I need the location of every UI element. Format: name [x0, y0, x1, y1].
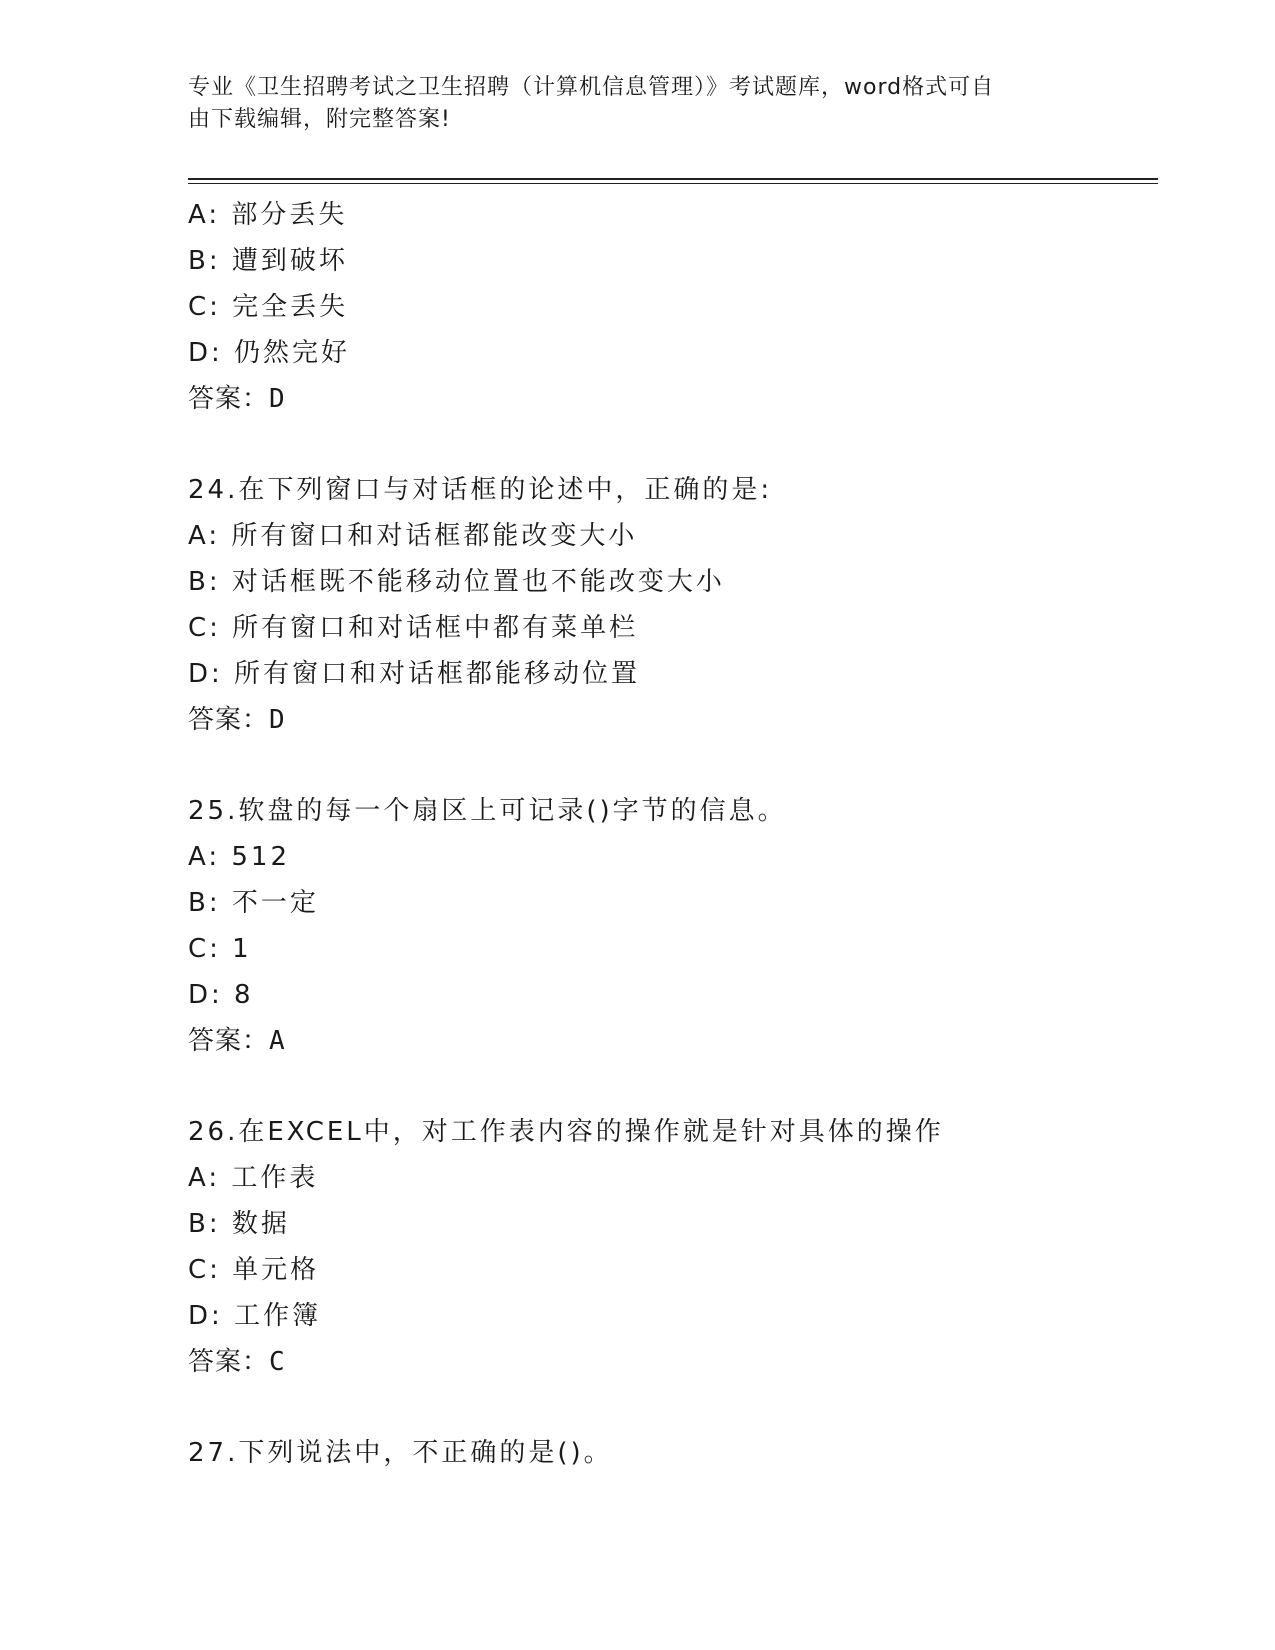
question-block-27	[188, 1430, 1188, 1476]
option-a: A: 所有窗口和对话框都能改变大小	[188, 521, 638, 551]
question-block-24	[188, 467, 1188, 743]
question-text: 27.下列说法中，不正确的是()。	[188, 1438, 613, 1468]
spacer	[188, 1064, 1188, 1109]
option-d: D: 8	[188, 980, 254, 1010]
header-line-2: 由下载编辑，附完整答案!	[188, 107, 451, 132]
option-b: B: 遭到破坏	[188, 246, 348, 276]
answer-line: 答案：D	[188, 384, 286, 414]
option-c: C: 所有窗口和对话框中都有菜单栏	[188, 613, 639, 643]
header-divider-thick	[188, 178, 1158, 180]
question-text: 24.在下列窗口与对话框的论述中，正确的是:	[188, 475, 773, 505]
option-d: D: 工作簿	[188, 1301, 322, 1331]
option-a: A: 工作表	[188, 1163, 319, 1193]
option-b: B: 不一定	[188, 888, 319, 918]
answer-line: 答案：C	[188, 1347, 286, 1377]
spacer	[188, 422, 1188, 467]
header-line-1: 专业《卫生招聘考试之卫生招聘（计算机信息管理）》考试题库，word格式可自	[188, 75, 995, 100]
option-c: C: 1	[188, 934, 252, 964]
option-a: A: 512	[188, 842, 290, 872]
answer-line: 答案：A	[188, 1026, 286, 1056]
question-text: 26.在EXCEL中，对工作表内容的操作就是针对具体的操作	[188, 1117, 944, 1147]
option-a: A: 部分丢失	[188, 200, 348, 230]
header-divider-thin	[188, 183, 1158, 184]
spacer	[188, 743, 1188, 788]
question-block-23	[188, 192, 1188, 422]
document-header	[188, 72, 1088, 136]
question-block-25	[188, 788, 1188, 1064]
option-d: D: 所有窗口和对话框都能移动位置	[188, 659, 641, 689]
option-c: C: 完全丢失	[188, 292, 349, 322]
question-text: 25.软盘的每一个扇区上可记录()字节的信息。	[188, 796, 787, 826]
option-b: B: 对话框既不能移动位置也不能改变大小	[188, 567, 725, 597]
question-block-26	[188, 1109, 1188, 1385]
question-list	[188, 192, 1188, 1476]
option-b: B: 数据	[188, 1209, 290, 1239]
option-c: C: 单元格	[188, 1255, 320, 1285]
spacer	[188, 1385, 1188, 1430]
answer-line: 答案：D	[188, 705, 286, 735]
option-d: D: 仍然完好	[188, 338, 351, 368]
